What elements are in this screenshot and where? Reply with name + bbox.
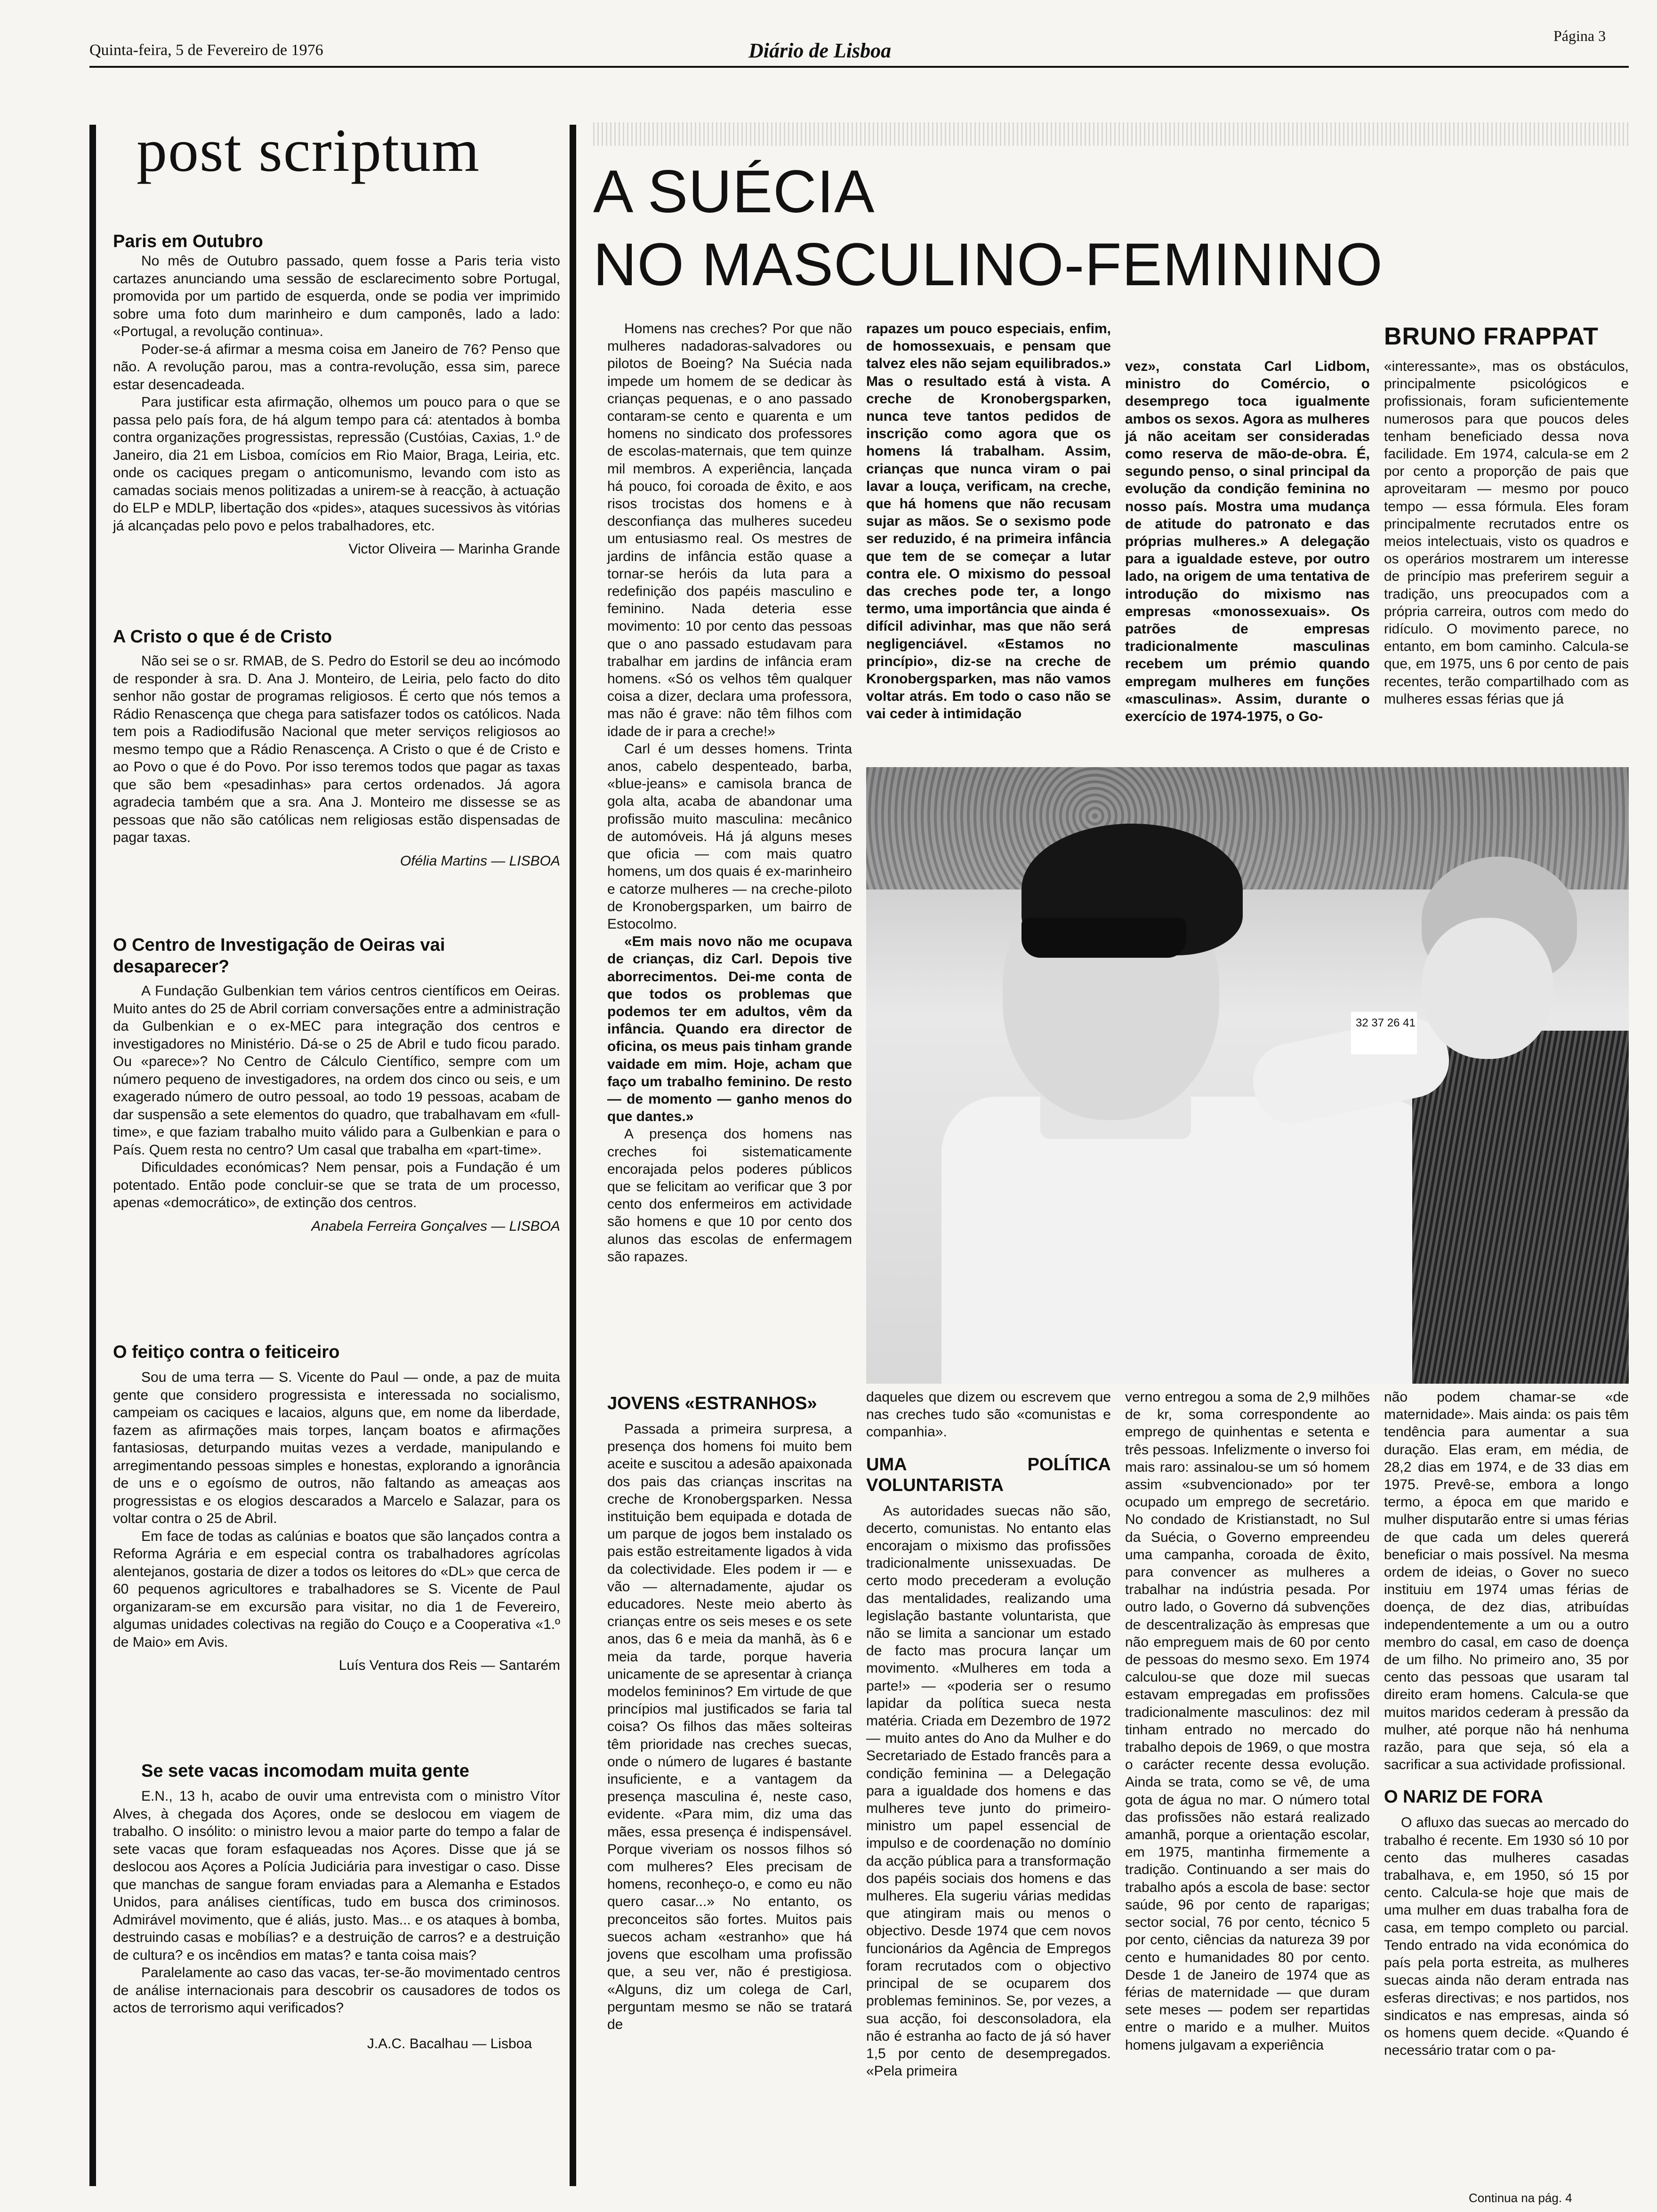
masthead-date: Quinta-feira, 5 de Fevereiro de 1976 [89,41,323,59]
byline: BRUNO FRAPPAT [1384,323,1599,350]
article-column-3-lower [1125,1388,1370,2054]
letter-title: A Cristo o que é de Cristo [113,627,332,647]
letter-signature: Luís Ventura dos Reis — Santarém [338,1658,560,1673]
letter-title: O Centro de Investigação de Oeiras vai desaparecer? [113,935,445,977]
letter-title: Paris em Outubro [113,232,263,251]
letter-title: O feitiço contra o feiticeiro [113,1342,340,1362]
article-quote: «Em mais novo não me ocupava de crianças, diz Carl. Depois tive aborrecimentos. Dei-me conta de que todos os problemas que podemos ter em adultos, vêm da infância. Quando era director de oficina, os meus pais tinham grande vaidade em mim. Hoje, acham que faço um trabalho feminino. De resto — de momento — ganho menos do que dantes.» [607,934,852,1125]
letter-body [113,1369,560,1651]
photo-sign [1351,1012,1417,1054]
article-paragraph: vez», constata Carl Lidbom, ministro do Comércio, o desemprego toca igualmente ambos os sexos. Agora as mulheres já não aceitam ser consideradas como reserva de mão-de-obra. É, segundo penso, o sinal principal da evolução da condição feminina no nosso país. Mostra uma mudança de atitude do patronato e das próprias mulheres.» A delegação para a igualdade esteve, por outro lado, na origem de uma tentativa de introdução do mixismo nas empresas «monossexuais». Os patrões de empresas tradicionalmente masculinas recebem um prémio quando empregam mulheres em funções «masculinas». Assim, durante o exercício de 1974-1975, o Go- [1125,359,1370,725]
left-column-rule [89,125,96,2186]
article-column-3 [1125,358,1370,725]
section-title: post scriptum [137,117,481,184]
letter-paragraph: Sou de uma terra — S. Vicente do Paul — onde, a paz de muita gente que considero progressista e interessada no socialismo, campeiam os caciques e lacaios, alguns que, em nome da liberdade, fazem as afirmações mais torpes, lançam boatos e afirmações fantasiosas, deturpando muitas vezes a verdade, manipulando e arregimentando pessoas simples e honestas, explorando a ignorância de uns e o egoísmo de outros, não faltando as ameaças aos progressistas e os elogios descarados a Marcelo e Salazar, para os voltar contra o 25 de Abril. [113,1370,560,1526]
letter-paragraph: Em face de todas as calúnias e boatos que são lançados contra a Reforma Agrária e em especial contra os trabalhadores agrícolas alentejanos, gostaria de dizer a todos os leitores do «DL» que cerca de 60 pequenos agricultores e trabalhadores se S. Vicente de Paul organizaram-se em excursão para visitar, no dia 1 de Fevereiro, algumas unidades colectivas na região do Couço e a Cooperativa «1.º de Maio» em Avis. [113,1528,560,1650]
photo-sign-text: 32 37 26 41 [1356,1017,1416,1029]
article-paragraph: Passada a primeira surpresa, a presença dos homens foi muito bem aceite e suscitou a adesão apaixonada dos pais das crianças inscritas na creche de Kronobergsparken. Nessa instituição bem equipada e dotada de um parque de jogos bem instalado os pais estão estreitamente ligados à vida da colectividade. Eles podem ir — e vão — alternadamente, ajudar os educadores. Neste meio aberto às crianças entre os seis meses e os sete anos, das 6 e meia da manhã, às 6 e meia da tarde, porque haveria unicamente de se apresentar à criança modelos femininos? Em virtude de que princípios mal justificados se faria tal coisa? Os filhos das mães solteiras têm prioridade nas creches suecas, onde o número de lugares é bastante insuficiente, e a vantagem da presença masculina é, neste caso, evidente. «Para mim, diz uma das mães, essa presença é indispensável. Porque viveriam os nossos filhos só com mulheres? Eles precisam de homens, reconheço-o, e como eu não quero casar...» No entanto, os preconceitos são fortes. Muitos pais suecos acham «estranho» que há jovens que escolham uma profissão que, a seu ver, não é prestigiosa. «Alguns, diz um colega de Carl, perguntam mesmo se não se tratará de [607,1421,852,2032]
letter-oeiras [113,934,560,1234]
photo-child-face [1422,918,1553,1059]
article-column-1-lower [607,1393,852,2033]
headline-line-1: A SUÉCIA [593,158,875,225]
subhead-jovens: JOVENS «ESTRANHOS» [607,1394,817,1413]
article-photo [866,767,1629,1384]
article-paragraph: O afluxo das suecas ao mercado do trabalho é recente. Em 1930 só 10 por cento das mulheres casadas trabalhava, e, em 1950, só 15 por cento. Calcula-se hoje que mais de uma mulher em duas trabalha fora de casa, em tempo completo ou parcial. Tendo entrado na vida económica do país pela porta estreita, as mulheres suecas ainda não deram entrada nas esferas directivas; e nos partidos, nos sindicatos e nas empresas, ainda só os homens quem decide. «Quando é necessário tratar com o pa- [1384,1815,1629,2059]
article-paragraph: Carl é um desses homens. Trinta anos, cabelo despenteado, barba, «blue-jeans» e camisola branca de gola alta, acaba de abandonar uma profissão muito masculina: mecânico de automóveis. Há já alguns meses que oficia — com mais quatro homens, um dos quais é ex-marinheiro e catorze mulheres — na creche-piloto de Kronobergsparken, um bairro de Estocolmo. [607,741,852,932]
article-paragraph: daqueles que dizem ou escrevem que nas creches tudo são «comunistas e companhia». [866,1389,1111,1440]
article-column-1 [607,320,852,1266]
letter-paragraph: Poder-se-á afirmar a mesma coisa em Janeiro de 76? Penso que não. A revolução parou, mas a contra-revolução, essa sim, parece estar desencadeada. [113,341,560,393]
article-paragraph: não podem chamar-se «de maternidade». Mais ainda: os pais têm tendência para aumentar a sua duração. Elas eram, em média, de 28,2 dias em 1974, e de 33 dias em 1975. Prevê-se, embora a longo termo, a época em que marido e mulher disputarão entre si umas férias de que cada um deles quererá beneficiar o mais possível. Na mesma ordem de ideias, o Gover no sueco instituiu em 1974 umas férias de doença, de dez dias, atribuídas independentemente a um ou a outro membro do casal, em caso de doença de um filho. No primeiro ano, 35 por cento das pessoas que usaram tal direito eram homens. Calcula-se que muitos maridos cederam à pressão da mulher, até porque não há nenhuma razão, para que seja, só ela a sacrificar a sua actividade profissional. [1384,1389,1629,1773]
subhead-nariz: O NARIZ DE FORA [1384,1787,1543,1807]
letter-signature: J.A.C. Bacalhau — Lisboa [367,2036,532,2052]
article-paragraph: A presença dos homens nas creches foi sistematicamente encorajada pelos poderes públicos que se felicitam ao verificar que 3 por cento dos enfermeiros em actividade são homens e que 10 por cento dos alunos das escolas de enfermagem são rapazes. [607,1126,852,1265]
masthead-rule [89,66,1629,68]
letter-paragraph: Para justificar esta afirmação, olhemos um pouco para o que se passa pelo país fora, de há algum tempo para cá: atentados à bomba contra organizações progressistas, repressão (Custóias, Caxias, 1.º de Janeiro, dia 21 em Lisboa, comícios em Rio Maior, Braga, Leiria, etc. onde os caciques pregam o anticomunismo, levando com isto as camadas sociais menos politizadas a unirem-se à reacção, à actuação do ELP e MDLP, libertação dos «pides», ataques sucessivos às vitórias já alcançadas pelo povo e pelos trabalhadores, etc. [113,394,560,534]
letter-paris [113,231,560,557]
photo-sunglasses [1022,918,1186,958]
article-paragraph: «interessante», mas os obstáculos, principalmente psicológicos e profissionais, foram suficientemente numerosos para que poucos deles tenham beneficiado dessa nova facilidade. Em 1974, calcula-se em 2 por cento a proporção de pais que aproveitaram — mesmo por pouco tempo — essa fórmula. Eles foram principalmente recrutados entre os meios intelectuais, visto os quadros e os operários mostrarem um interesse de princípio mas preferirem seguir a tradição, uns preocupados com a própria carreira, outros com medo do ridículo. O movimento parece, no entanto, em bom caminho. Calcula-se que, em 1975, uns 6 por cento de pais recentes, terão compartilhado com as mulheres essas férias que já [1384,359,1629,707]
article-column-2-lower [866,1388,1111,2080]
letter-paragraph: No mês de Outubro passado, quem fosse a Paris teria visto cartazes anunciando uma sessão de esclarecimento sobre Portugal, promovida por um partido de esquerda, onde se podia ver imprimido sobre uma foto dum marinheiro e dum camponês, lado a lado: «Portugal, a revolução continua». [113,253,560,339]
headline-line-2: NO MASCULINO-FEMININO [593,231,1383,298]
article-paragraph: Homens nas creches? Por que não mulheres nadadoras-salvadores ou pilotos de Boeing? Na Suécia nada impede um homem de se dedicar às crianças pequenas, e o ano passado contaram-se cento e quarenta e um homens no sindicato dos professores de escolas-maternais, que tem quinze mil membros. A experiência, lançada há pouco, foi coroada de êxito, e aos risos trocistas dos homens e à desconfiança das mulheres sucedeu um entusiasmo real. Os mestres de jardins de infância estão quase a tornar-se heróis da luta para a redefinição dos papéis masculino e feminino. Nada deteria esse movimento: 10 por cento das pessoas que o ano passado estudavam para trabalhar em jardins de infância eram homens. «Só os velhos têm qualquer coisa a dizer, declara uma professora, mas não é grave: não têm filhos com idade de ir para a creche!» [607,321,852,739]
photo-child-shirt [1412,1031,1629,1384]
article-column-2 [866,320,1111,723]
masthead-title: Diário de Lisboa [748,39,892,62]
letter-paragraph: Não sei se o sr. RMAB, de S. Pedro do Estoril se deu ao incómodo de responder à sra. D. Ana J. Monteiro, de Leiria, pelo facto do dito senhor não gostar de programas religiosos. É certo que nós temos a Rádio Renascença que chega para satisfazer todos os católicos. Nada tem pois a Radiodifusão Nacional que meter serviços religiosos ao mesmo tempo que a Rádio Renascença. A Cristo o que é de Cristo e ao Povo o que é do Povo. Por isso teremos todos que pagar as taxas que são bem «pesadinhas» para certos ordenados. Já agora agradecia também que a sra. Ana J. Monteiro me dissesse se as pessoas que não são católicas nem religiosas estão dispensadas de pagar taxas. [113,653,560,845]
letter-paragraph: A Fundação Gulbenkian tem vários centros científicos em Oeiras. Muito antes do 25 de Abril corriam conversações entre a administração da Gulbenkian e o ex-MEC para integração dos centros e investigadores no Ministério. Dá-se o 25 de Abril e tudo ficou parado. Ou «parece»? No Centro de Cálculo Científico, sempre com um número pequeno de investigadores, na ordem dos cinco ou seis, e um exagerado número de outro pessoal, ao todo 19 pessoas, acabam de dar suspensão a sete elementos do quadro, que trabalhavam em «full-time», e que faziam trabalho muito válido para a Gulbenkian e para o País. Quem resta no centro? Um casal que trabalha em «part-time». [113,983,560,1158]
letter-body [113,1787,560,2017]
letter-paragraph: E.N., 13 h, acabo de ouvir uma entrevista com o ministro Vítor Alves, à chegada dos Açores, onde se deslocou em viagem de trabalho. O insólito: o ministro levou a maior parte do tempo a falar de sete vacas que foram esfaqueadas nos Açores. Disse que já se deslocou aos Açores a Polícia Judiciária para investigar o caso. Disse que manchas de sangue foram enviadas para a Alemanha e Estados Unidos, para análises científicas, tudo em busca dos criminosos. Admirável movimento, que é aliás, justo. Mas... e os ataques à bomba, destruindo casas e mobílias? e a destruição de carros? e a destruição de cultura? e os incêndios em matas? e tanta coisa mais? [113,1788,560,1963]
continued-note: Continua na pág. 4 [1469,2191,1572,2205]
page-number: Página 3 [1553,27,1606,44]
article-paragraph: verno entregou a soma de 2,9 milhões de kr, soma correspondente ao emprego de quinhentas e setenta e três pessoas. Infelizmente o inverso foi mais raro: assinalou-se um só homem assim «subvencionado» por ter ocupado um emprego de secretário. No condado de Kristianstadt, no Sul da Suécia, o Governo empreendeu uma campanha, coroada de êxito, para convencer as mulheres a trabalhar na indústria pesada. Por outro lado, o Governo dá subvenções de descentralização às empresas que não empreguem mais de 60 por cento de pessoas do mesmo sexo. Em 1974 calculou-se que doze mil suecas estavam empregadas em profissões tradicionalmente masculinos: dez mil tinham entrado no mercado do trabalho depois de 1969, o que mostra o carácter recente dessa evolução. Ainda se trata, como se vê, de uma gota de água no mar. O número total das profissões não estará realizado amanhã, porque a orientação escolar, em 1975, mantinha firmemente a tradição. Continuando a ser mais do trabalho após a escola de base: sector saúde, 96 por cento de raparigas; sector social, 76 por cento, técnico 5 por cento, ciências da natureza 39 por cento e humanidades 80 por cento. Desde 1 de Janeiro de 1974 que as férias de maternidade — que duram sete meses — podem ser repartidas entre o marido e a mulher. Muitos homens julgavam a experiência [1125,1389,1370,2053]
center-column-rule [570,125,576,2186]
letter-body [113,652,560,847]
article-column-4 [1384,358,1629,708]
letter-signature: Anabela Ferreira Gonçalves — LISBOA [311,1218,560,1234]
article-column-4-lower [1384,1388,1629,2059]
photo-sweater [941,1097,1450,1384]
letter-feitico [113,1341,560,1674]
letter-signature: Victor Oliveira — Marinha Grande [348,541,560,557]
decorative-band [593,122,1629,146]
letter-signature: Ofélia Martins — LISBOA [400,853,560,869]
letter-title: Se sete vacas incomodam muita gente [141,1761,469,1781]
letter-body [113,982,560,1212]
subhead-politica: UMA POLÍTICA VOLUNTARISTA [866,1454,1111,1495]
letter-paragraph: Paralelamente ao caso das vacas, ter-se-ão movimentado centros de análise internacionais para descobrir os causadores de todos os actos de terrorismo aqui verificados? [113,1965,560,2016]
article-paragraph: As autoridades suecas não são, decerto, comunistas. No entanto elas encorajam o mixismo das profissões tradicionalmente unissexuadas. De certo modo precederam a evolução das mentalidades, realizando uma legislação bastante voluntarista, que não se limita a sancionar um estado de facto mas procura lançar um movimento. «Mulheres em toda a parte!» — «poderia ser o resumo lapidar da política sueca nesta matéria. Criada em Dezembro de 1972 — muito antes do Ano da Mulher e do Secretariado de Estado francês para a condição feminina — a Delegação para a igualdade dos homens e das mulheres teve junto do primeiro-ministro um papel essencial de impulso e de coordenação no domínio da acção pública para a transformação dos papéis sociais dos homens e das mulheres. Ela sugeriu várias medidas que atingiram mais ou menos o objectivo. Desde 1974 que cem novos funcionários da Agência de Empregos foram recrutados com o objectivo principal de se ocuparem dos problemas femininos. Se, por vezes, a sua acção, foi desconsoladora, ela não é estranha ao facto de já só haver 1,5 por cento de desempregados. «Pela primeira [866,1503,1111,2079]
letter-paragraph: Dificuldades económicas? Nem pensar, pois a Fundação é um potentado. Então pode concluir-se que se trata de um processo, apenas «democrático», de extinção dos centros. [113,1160,560,1210]
letter-cristo [113,626,560,869]
letter-body [113,252,560,535]
letter-vacas [113,1760,560,2052]
article-paragraph: rapazes um pouco especiais, enfim, de homossexuais, e pensam que talvez eles não sejam equilibrados.» Mas o resultado está à vista. A creche de Kronobergsparken, nunca teve tantos pedidos de inscrição como agora que os homens lá trabalham. Assim, crianças que nunca viram o pai lavar a louça, verificam, na creche, que há homens que não recusam sujar as mãos. Se o sexismo pode ser reduzido, é na primeira infância que tem de se começar a lutar contra ele. O mixismo do pessoal das creches pode ter, a longo termo, uma importância que ainda é difícil adivinhar, mas que não será negligenciável. «Estamos no princípio», diz-se na creche de Kronobergsparken, mas não vamos voltar atrás. Em todo o caso não se vai ceder à intimidação [866,321,1111,722]
